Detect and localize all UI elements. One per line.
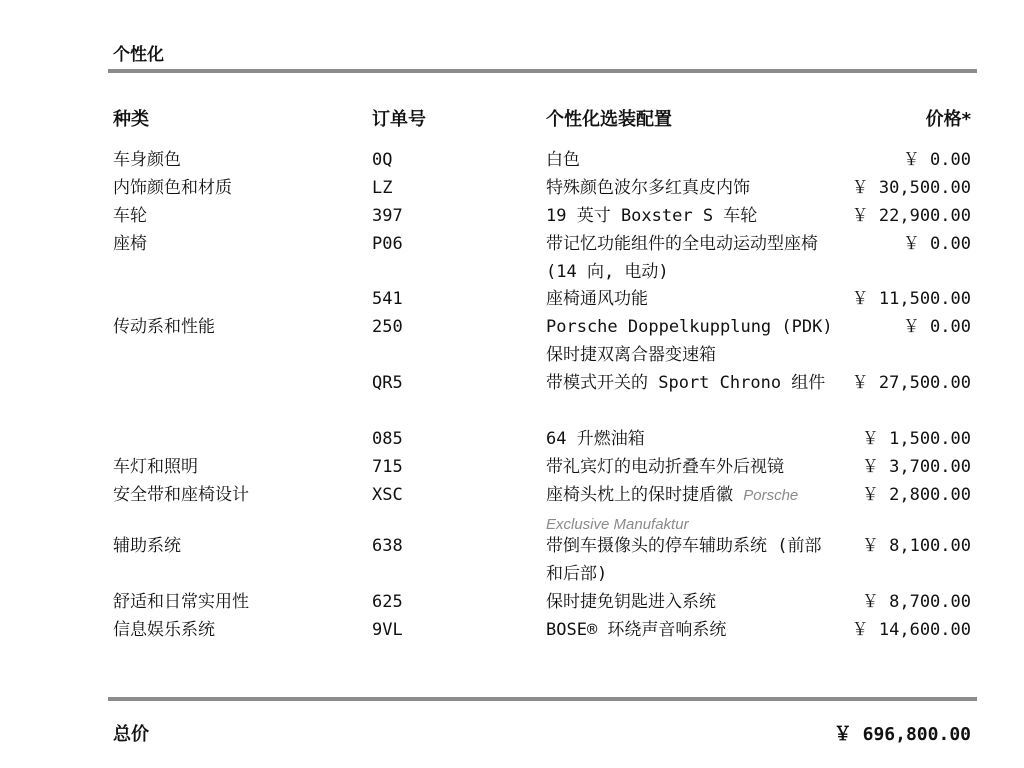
row-category: 辅助系统 — [113, 536, 181, 556]
row-order-no: QR5 — [372, 373, 403, 393]
row-category: 车身颜色 — [113, 150, 181, 170]
header-price: 价格* — [925, 109, 971, 130]
row-order-no: 541 — [372, 289, 403, 309]
row-description: 白色 — [546, 150, 580, 170]
row-description-text: 座椅头枕上的保时捷盾徽 — [546, 485, 733, 505]
row-price: ￥ 27,500.00 — [851, 373, 971, 393]
row-category: 内饰颜色和材质 — [113, 178, 232, 198]
row-description: 带倒车摄像头的停车辅助系统 (前部和后部) — [546, 536, 822, 584]
row-price: ￥ 14,600.00 — [851, 620, 971, 640]
row-category: 座椅 — [113, 234, 147, 254]
row-description: 带礼宾灯的电动折叠车外后视镜 — [546, 457, 784, 477]
row-order-no: 0Q — [372, 150, 393, 170]
row-order-no: 250 — [372, 317, 403, 337]
row-price: ￥ 3,700.00 — [861, 457, 971, 477]
total-value: ￥ 696,800.00 — [833, 724, 971, 745]
header-category: 种类 — [113, 109, 149, 130]
total-label: 总价 — [113, 724, 149, 745]
row-price: ￥ 22,900.00 — [851, 206, 971, 226]
section-title: 个性化 — [113, 45, 164, 65]
row-price: ￥ 0.00 — [902, 234, 971, 254]
row-price: ￥ 30,500.00 — [851, 178, 971, 198]
row-category: 信息娱乐系统 — [113, 620, 215, 640]
row-description — [546, 481, 836, 539]
row-description: 座椅通风功能 — [546, 289, 648, 309]
row-category: 传动系和性能 — [113, 317, 215, 337]
header-config: 个性化选装配置 — [546, 109, 672, 130]
row-price: ￥ 8,700.00 — [861, 592, 971, 612]
row-price: ￥ 0.00 — [902, 150, 971, 170]
top-divider — [108, 69, 977, 73]
row-order-no: 9VL — [372, 620, 403, 640]
row-description: Porsche Doppelkupplung (PDK) 保时捷双离合器变速箱 — [546, 317, 833, 365]
row-order-no: XSC — [372, 485, 403, 505]
row-order-no: 715 — [372, 457, 403, 477]
row-order-no: P06 — [372, 234, 403, 254]
row-order-no: 638 — [372, 536, 403, 556]
row-category: 安全带和座椅设计 — [113, 485, 249, 505]
row-description: 64 升燃油箱 — [546, 429, 645, 449]
row-order-no: LZ — [372, 178, 393, 198]
row-price: ￥ 2,800.00 — [861, 485, 971, 505]
row-price: ￥ 11,500.00 — [851, 289, 971, 309]
row-category: 车灯和照明 — [113, 457, 198, 477]
row-description: 带记忆功能组件的全电动运动型座椅 (14 向, 电动) — [546, 234, 818, 282]
row-order-no: 085 — [372, 429, 403, 449]
row-description: BOSE® 环绕声音响系统 — [546, 620, 727, 640]
header-order-no: 订单号 — [372, 109, 426, 130]
bottom-divider — [108, 697, 977, 701]
row-price: ￥ 0.00 — [902, 317, 971, 337]
row-description: 特殊颜色波尔多红真皮内饰 — [546, 178, 750, 198]
row-category: 舒适和日常实用性 — [113, 592, 249, 612]
row-description: 19 英寸 Boxster S 车轮 — [546, 206, 758, 226]
row-description-note: Porsche Exclusive Manufaktur — [546, 487, 799, 533]
row-price: ￥ 1,500.00 — [861, 429, 971, 449]
row-description: 带模式开关的 Sport Chrono 组件 — [546, 373, 826, 393]
row-price: ￥ 8,100.00 — [861, 536, 971, 556]
row-description: 保时捷免钥匙进入系统 — [546, 592, 716, 612]
row-category: 车轮 — [113, 206, 147, 226]
row-order-no: 625 — [372, 592, 403, 612]
row-order-no: 397 — [372, 206, 403, 226]
